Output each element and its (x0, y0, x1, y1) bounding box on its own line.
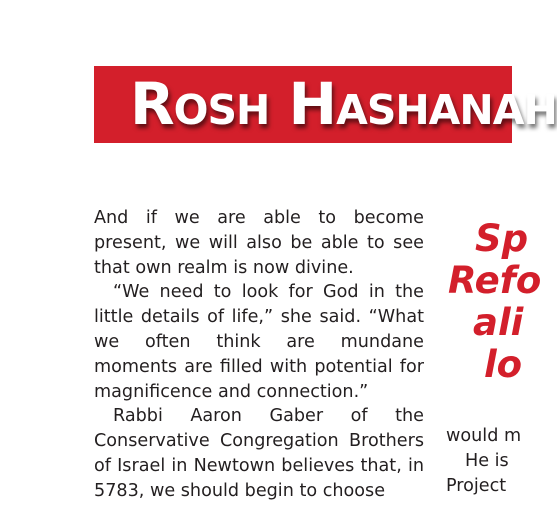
headline-line: ali (473, 301, 524, 344)
headline-line: lo (484, 343, 523, 386)
section-banner (94, 66, 557, 143)
headline-line: Refo (448, 259, 542, 302)
body-line: He is (465, 450, 509, 471)
paragraph: Rabbi Aaron Gaber of the Conservative Congregation Brothers of Israel in Newtown believes that, in 5783, we should begin to choose (94, 406, 424, 501)
article-right-column (446, 217, 542, 498)
section-title: Rosh Hashanah (130, 70, 557, 138)
article-body (446, 424, 522, 498)
article-left-column (94, 206, 424, 504)
headline-line: Sp (475, 217, 529, 260)
body-line: Project (446, 475, 507, 496)
paragraph: And if we are able to become present, we will also be able to see that own realm is now divine. (94, 208, 424, 278)
body-line: would m (446, 426, 522, 446)
article-headline (446, 217, 542, 386)
paragraph: “We need to look for God in the little details of life,” she said. “What we often think are mundane moments are filled with potential for magnificence and connection.” (94, 282, 424, 402)
